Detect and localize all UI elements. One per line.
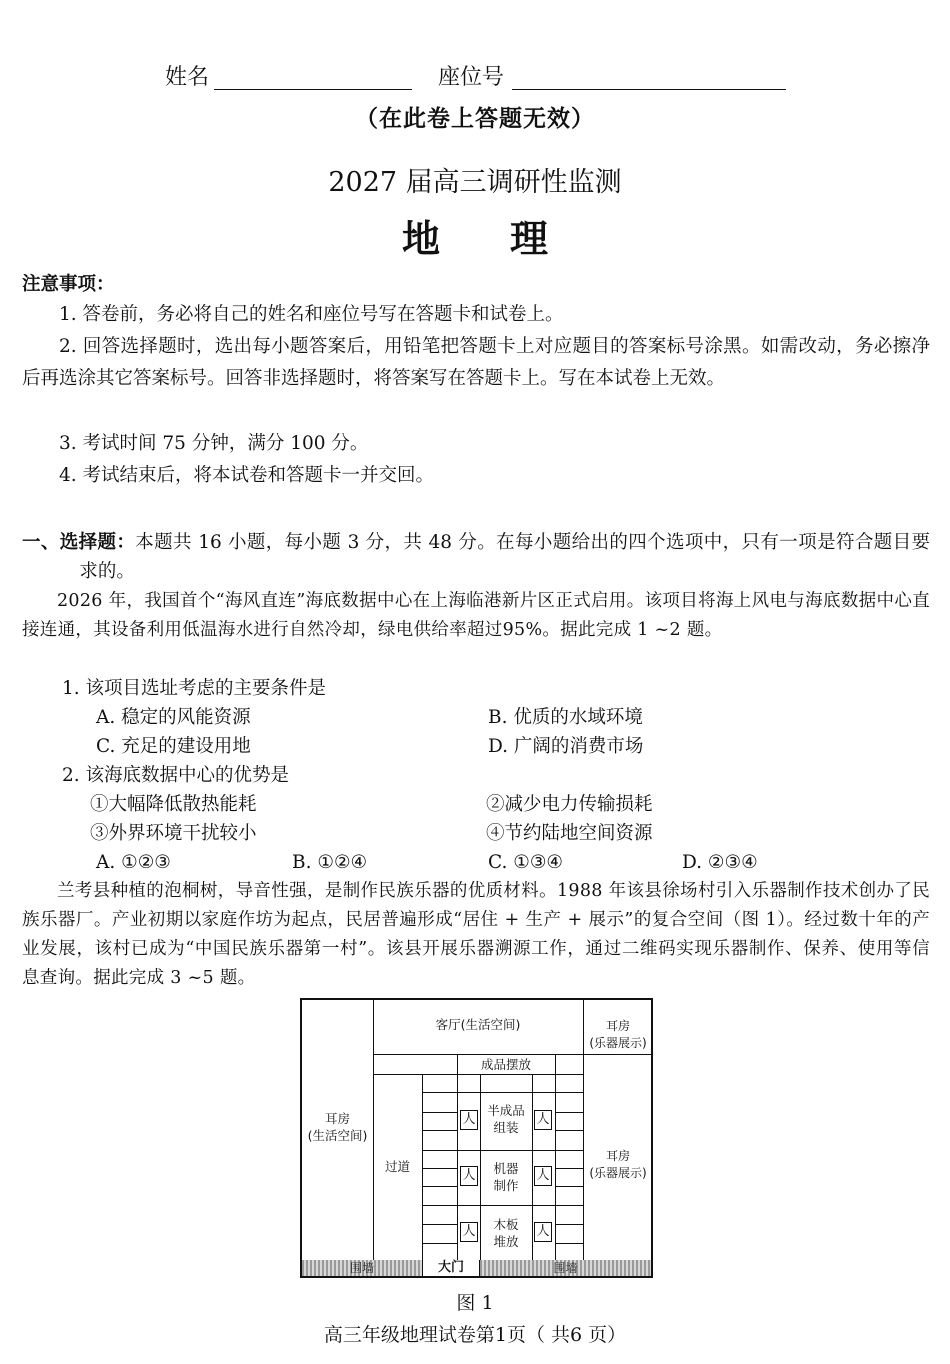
divider [422, 1168, 457, 1169]
divider [422, 1112, 457, 1113]
worker-icon: 人 [534, 1110, 552, 1130]
invalid-notice: （在此卷上答题无效） [355, 106, 595, 132]
divider [555, 1186, 583, 1187]
section-one-intro: 本题共 16 小题，每小题 3 分，共 48 分。在每小题给出的四个选项中，只有一项是符合题目要求的。 [79, 532, 930, 582]
divider [422, 1205, 583, 1206]
divider [457, 1054, 458, 1262]
q1-option-d[interactable]: D. 广阔的消费市场 [488, 736, 644, 757]
divider [555, 1224, 583, 1225]
q2-option-b[interactable]: B. ①②④ [292, 852, 368, 873]
instruction-item: 1. 答卷前，务必将自己的姓名和座位号写在答题卡和试卷上。 [59, 304, 564, 325]
exam-title: 2027 届高三调研性监测 [328, 167, 622, 198]
page-footer: 高三年级地理试卷第1页（ 共6 页） [323, 1324, 627, 1346]
divider [555, 1168, 583, 1169]
divider [422, 1186, 457, 1187]
q1-option-c[interactable]: C. 充足的建设用地 [96, 736, 251, 757]
divider [373, 1074, 583, 1075]
instruction-item: 3. 考试时间 75 分钟，满分 100 分。 [59, 433, 369, 454]
station-wood-label: 木板 堆放 [493, 1217, 519, 1249]
divider [422, 1224, 457, 1225]
q2-statement-3: ③外界环境干扰较小 [90, 823, 257, 844]
worker-icon: 人 [534, 1222, 552, 1242]
passage-one: 2026 年，我国首个“海风直连”海底数据中心在上海临港新片区正式启用。该项目将海上风电与海底数据中心直接连通，其设备利用低温海水进行自然冷却，绿电供给率超过95%。据此完成 1 ~2 题。 [22, 591, 930, 640]
divider [422, 1092, 583, 1093]
instructions-heading: 注意事项： [22, 274, 115, 295]
worker-icon: 人 [460, 1110, 478, 1130]
figure-caption: 图 1 [456, 1292, 494, 1314]
q2-statement-4: ④节约陆地空间资源 [486, 823, 653, 844]
divider [422, 1243, 457, 1244]
q1-option-b[interactable]: B. 优质的水域环境 [488, 707, 643, 728]
right-top-room-label: 耳房 (乐器展示) [589, 1019, 647, 1050]
gate-label: 大门 [422, 1260, 480, 1276]
divider [422, 1130, 457, 1131]
right-room-label: 耳房 (乐器展示) [589, 1149, 647, 1180]
divider [555, 1130, 583, 1131]
subject-title: 地理 [401, 217, 618, 261]
question-2-stem: 2. 该海底数据中心的优势是 [62, 765, 290, 786]
seat-blank[interactable] [512, 89, 786, 90]
divider [532, 1074, 533, 1262]
station-assembly-label: 半成品 组装 [487, 1103, 525, 1135]
q2-option-a[interactable]: A. ①②③ [96, 852, 171, 873]
corridor-label: 过道 [384, 1159, 410, 1174]
divider [583, 1054, 653, 1055]
divider [373, 1054, 583, 1055]
divider [555, 1243, 583, 1244]
q2-option-d[interactable]: D. ②③④ [682, 852, 758, 873]
worker-icon: 人 [534, 1166, 552, 1186]
living-room-label: 客厅(生活空间) [435, 1017, 521, 1032]
divider [373, 1000, 374, 1262]
name-seat-line [0, 60, 950, 94]
worker-icon: 人 [460, 1222, 478, 1242]
wall-right-label: 围墙 [480, 1260, 651, 1276]
divider [555, 1112, 583, 1113]
instruction-item: 2. 回答选择题时，选出每小题答案后，用铅笔把答题卡上对应题目的答案标号涂黑。如需改动，务必擦净后再选涂其它答案标号。回答非选择题时，将答案写在答题卡上。写在本试卷上无效。 [22, 336, 930, 389]
q2-statement-1: ①大幅降低散热能耗 [90, 794, 257, 815]
divider [422, 1150, 583, 1151]
instruction-item: 4. 考试结束后，将本试卷和答题卡一并交回。 [59, 465, 435, 486]
divider [555, 1054, 556, 1262]
worker-icon: 人 [460, 1166, 478, 1186]
name-blank[interactable] [214, 89, 412, 90]
question-1-stem: 1. 该项目选址考虑的主要条件是 [62, 678, 327, 699]
display-area-label: 成品摆放 [480, 1057, 531, 1072]
section-one-heading: 一、选择题： [22, 532, 136, 553]
section-one-header [22, 528, 930, 586]
q2-option-c[interactable]: C. ①③④ [488, 852, 564, 873]
left-side-room-label: 耳房 (生活空间) [307, 1111, 368, 1143]
passage-two: 兰考县种植的泡桐树，导音性强，是制作民族乐器的优质材料。1988 年该县徐场村引入乐器制作技术创办了民族乐器厂。产业初期以家庭作坊为起点，民居普遍形成“居住 + 生产 + 展示”的复合空间（图 1）。经过数十年的产业发展，该村已成为“中国民族乐器第一村”。该县开展乐器溯源工作，通过二维码实现乐器制作、保养、使用等信息查询。据此完成 3 ~5 题。 [22, 881, 930, 988]
seat-label: 座位号 [438, 65, 505, 90]
name-label: 姓名 [165, 65, 210, 90]
q2-statement-2: ②减少电力传输损耗 [486, 794, 653, 815]
station-machine-label: 机器 制作 [493, 1161, 519, 1193]
figure-1-floor-plan [300, 998, 653, 1278]
q1-option-a[interactable]: A. 稳定的风能资源 [96, 707, 251, 728]
wall-left-label: 围墙 [302, 1260, 422, 1276]
